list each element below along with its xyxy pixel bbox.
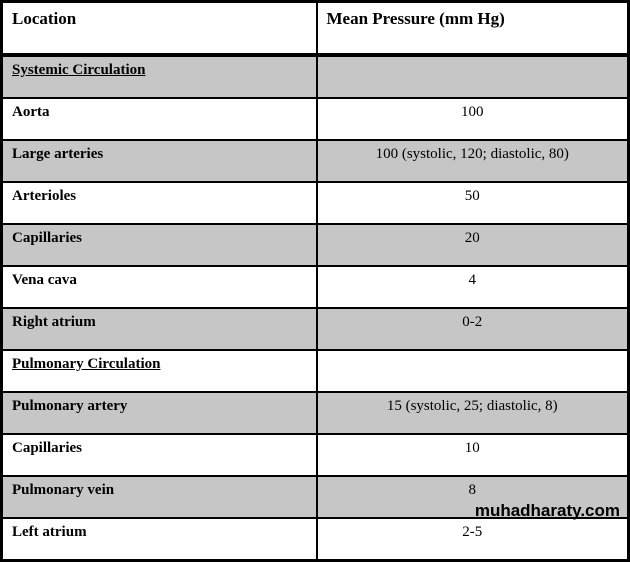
location-cell: Aorta	[2, 98, 317, 140]
pressure-cell: 15 (systolic, 25; diastolic, 8)	[317, 392, 629, 434]
pressure-cell	[317, 350, 629, 392]
table-row	[2, 434, 629, 476]
table-row	[2, 266, 629, 308]
pressure-cell: 8	[317, 476, 629, 518]
section-label: Pulmonary Circulation	[12, 356, 161, 372]
table-row	[2, 182, 629, 224]
pressure-cell: 100 (systolic, 120; diastolic, 80)	[317, 140, 629, 182]
location-cell: Arterioles	[2, 182, 317, 224]
location-cell: Pulmonary artery	[2, 392, 317, 434]
location-cell	[2, 350, 317, 392]
pressure-cell: 4	[317, 266, 629, 308]
table-row	[2, 518, 629, 561]
pressure-cell: 100	[317, 98, 629, 140]
header-row	[2, 2, 629, 56]
section-row-systemic	[2, 55, 629, 98]
section-label: Systemic Circulation	[12, 62, 146, 78]
pressure-cell: 50	[317, 182, 629, 224]
table-row	[2, 224, 629, 266]
location-cell: Vena cava	[2, 266, 317, 308]
table-row	[2, 140, 629, 182]
location-cell: Pulmonary vein	[2, 476, 317, 518]
pressure-cell: 2-5	[317, 518, 629, 561]
location-column-header: Location	[2, 2, 317, 56]
pressure-cell: 0-2	[317, 308, 629, 350]
location-cell: Left atrium	[2, 518, 317, 561]
pressure-cell: 10	[317, 434, 629, 476]
location-cell: Large arteries	[2, 140, 317, 182]
watermark: muhadharaty.com	[474, 501, 620, 520]
location-cell: Capillaries	[2, 434, 317, 476]
pressure-cell: 20	[317, 224, 629, 266]
location-cell	[2, 55, 317, 98]
table-row	[2, 392, 629, 434]
location-cell: Capillaries	[2, 224, 317, 266]
location-cell: Right atrium	[2, 308, 317, 350]
pressure-cell	[317, 55, 629, 98]
section-row-pulmonary	[2, 350, 629, 392]
table-row	[2, 308, 629, 350]
pressure-column-header: Mean Pressure (mm Hg)	[317, 2, 629, 56]
table-row	[2, 98, 629, 140]
